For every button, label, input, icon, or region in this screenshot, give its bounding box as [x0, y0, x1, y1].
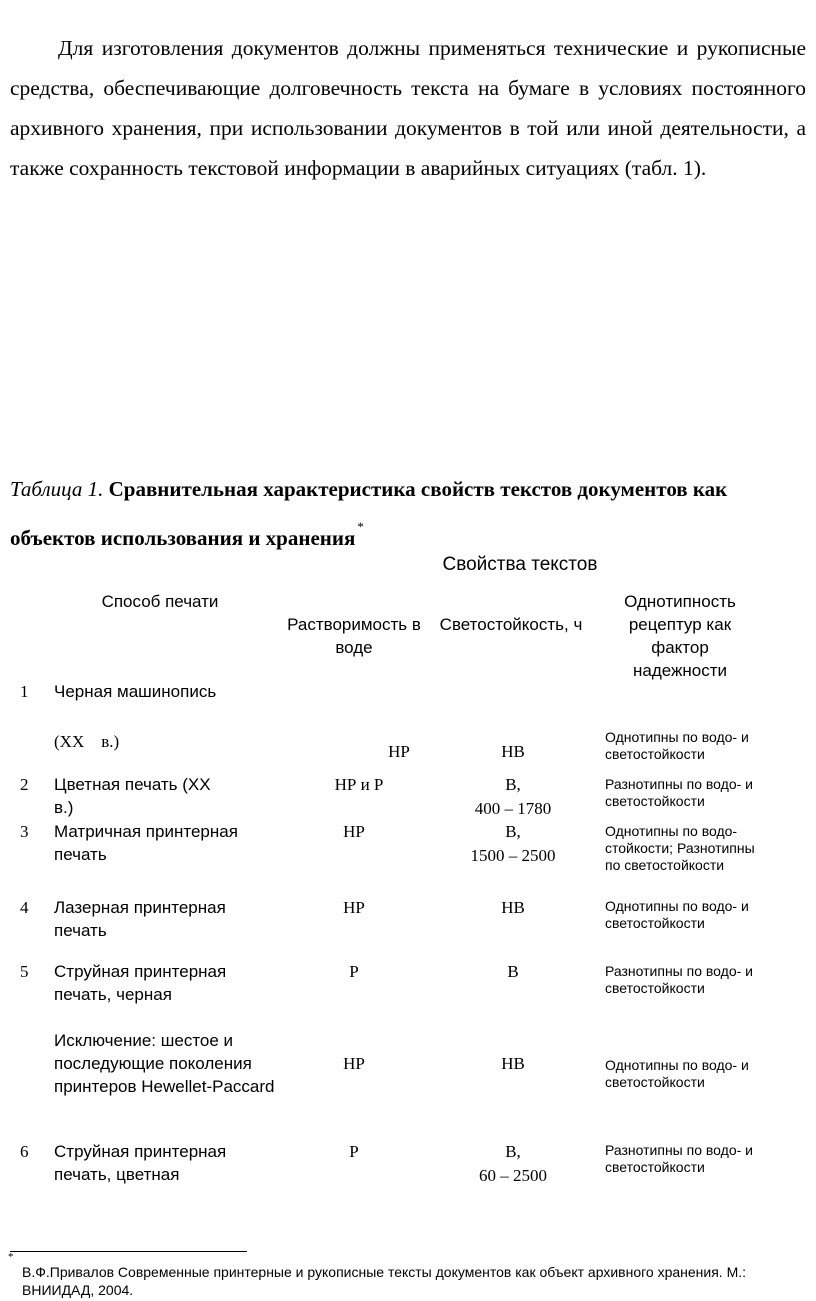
row-lightfast-range: 60 – 2500: [479, 1166, 547, 1185]
footnote-separator: [10, 1251, 247, 1252]
row-solubility: НР: [343, 822, 365, 841]
footnote: [10, 1263, 806, 1299]
row-method-period: (XX в.): [54, 732, 120, 751]
row-solubility: НР: [388, 742, 410, 761]
footnote-mark: *: [8, 1251, 14, 1263]
row-lightfast: В,: [505, 1142, 521, 1161]
row-number: 1: [20, 682, 29, 701]
row-lightfast: В,: [505, 822, 521, 841]
row-method: Струйная принтерная печать, черная: [54, 962, 227, 1004]
header-uniformity: Однотипность рецептур как фактор надежности: [624, 592, 736, 680]
row-method: Лазерная принтерная печать: [54, 898, 226, 940]
row-lightfast-range: 1500 – 2500: [470, 846, 556, 865]
row-uniformity: Разнотипны по водо- и светостойкости: [605, 963, 753, 996]
footnote-text: В.Ф.Привалов Современные принтерные и рукописные тексты документов как объект архивного хранения. М.: ВНИИДАД, 2004.: [22, 1264, 747, 1298]
row-lightfast-range: 400 – 1780: [474, 799, 552, 818]
row-uniformity: Разнотипны по водо- и светостойкости: [605, 776, 753, 809]
row-uniformity: Однотипны по водо-стойкости; Разнотипны по светостойкости: [605, 823, 755, 873]
row-method: Струйная принтерная печать, цветная: [54, 1142, 227, 1184]
row-number: 2: [20, 775, 29, 794]
row-uniformity: Однотипны по водо- и светостойкости: [605, 729, 749, 762]
row-method: Черная машинопись: [54, 682, 217, 701]
header-solubility: Растворимость в воде: [287, 615, 421, 657]
row-lightfast: В,: [505, 775, 521, 794]
header-method: Способ печати: [101, 592, 219, 611]
table-title: Сравнительная характеристика свойств текстов документов как объектов использования и хранения: [10, 477, 728, 550]
row-uniformity: Разнотипны по водо- и светостойкости: [605, 1142, 753, 1175]
row-lightfast: НВ: [501, 1054, 525, 1073]
caption-footnote-mark: *: [357, 519, 364, 534]
row-number: 5: [20, 962, 29, 981]
row-lightfast: НВ: [501, 898, 525, 917]
intro-paragraph: [10, 28, 806, 188]
row-solubility: Р: [349, 962, 359, 981]
row-number: 4: [20, 898, 29, 917]
row-solubility: Р: [349, 1142, 359, 1161]
row-lightfast: В: [507, 962, 519, 981]
row-method-exception: Исключение: шестое и последующие поколения принтеров Hewellet-Paccard: [54, 1031, 275, 1096]
row-lightfast: НВ: [501, 742, 525, 761]
table-label: Таблица 1.: [10, 477, 104, 501]
row-solubility: НР и Р: [334, 775, 384, 794]
row-number: 3: [20, 822, 29, 841]
row-uniformity: Однотипны по водо- и светостойкости: [605, 898, 749, 931]
row-number: 6: [20, 1142, 29, 1161]
row-solubility: НР: [343, 898, 365, 917]
table-caption: [10, 470, 806, 557]
row-method: Цветная печать (XX в.): [54, 775, 211, 817]
row-solubility: НР: [343, 1054, 365, 1073]
header-lightfast: Светостойкость, ч: [439, 615, 583, 634]
group-header: Свойства текстов: [442, 554, 598, 575]
intro-text: Для изготовления документов должны применяться технические и рукописные средства, обеспечивающие долговечность текста на бумаге в условиях постоянного архивного хранения, при использовании документов в той или иной деятельности, а также сохранность текстовой информации в аварийных ситуациях (табл. 1).: [10, 36, 806, 180]
row-uniformity: Однотипны по водо- и светостойкости: [605, 1057, 749, 1090]
row-method: Матричная принтерная печать: [54, 822, 238, 864]
